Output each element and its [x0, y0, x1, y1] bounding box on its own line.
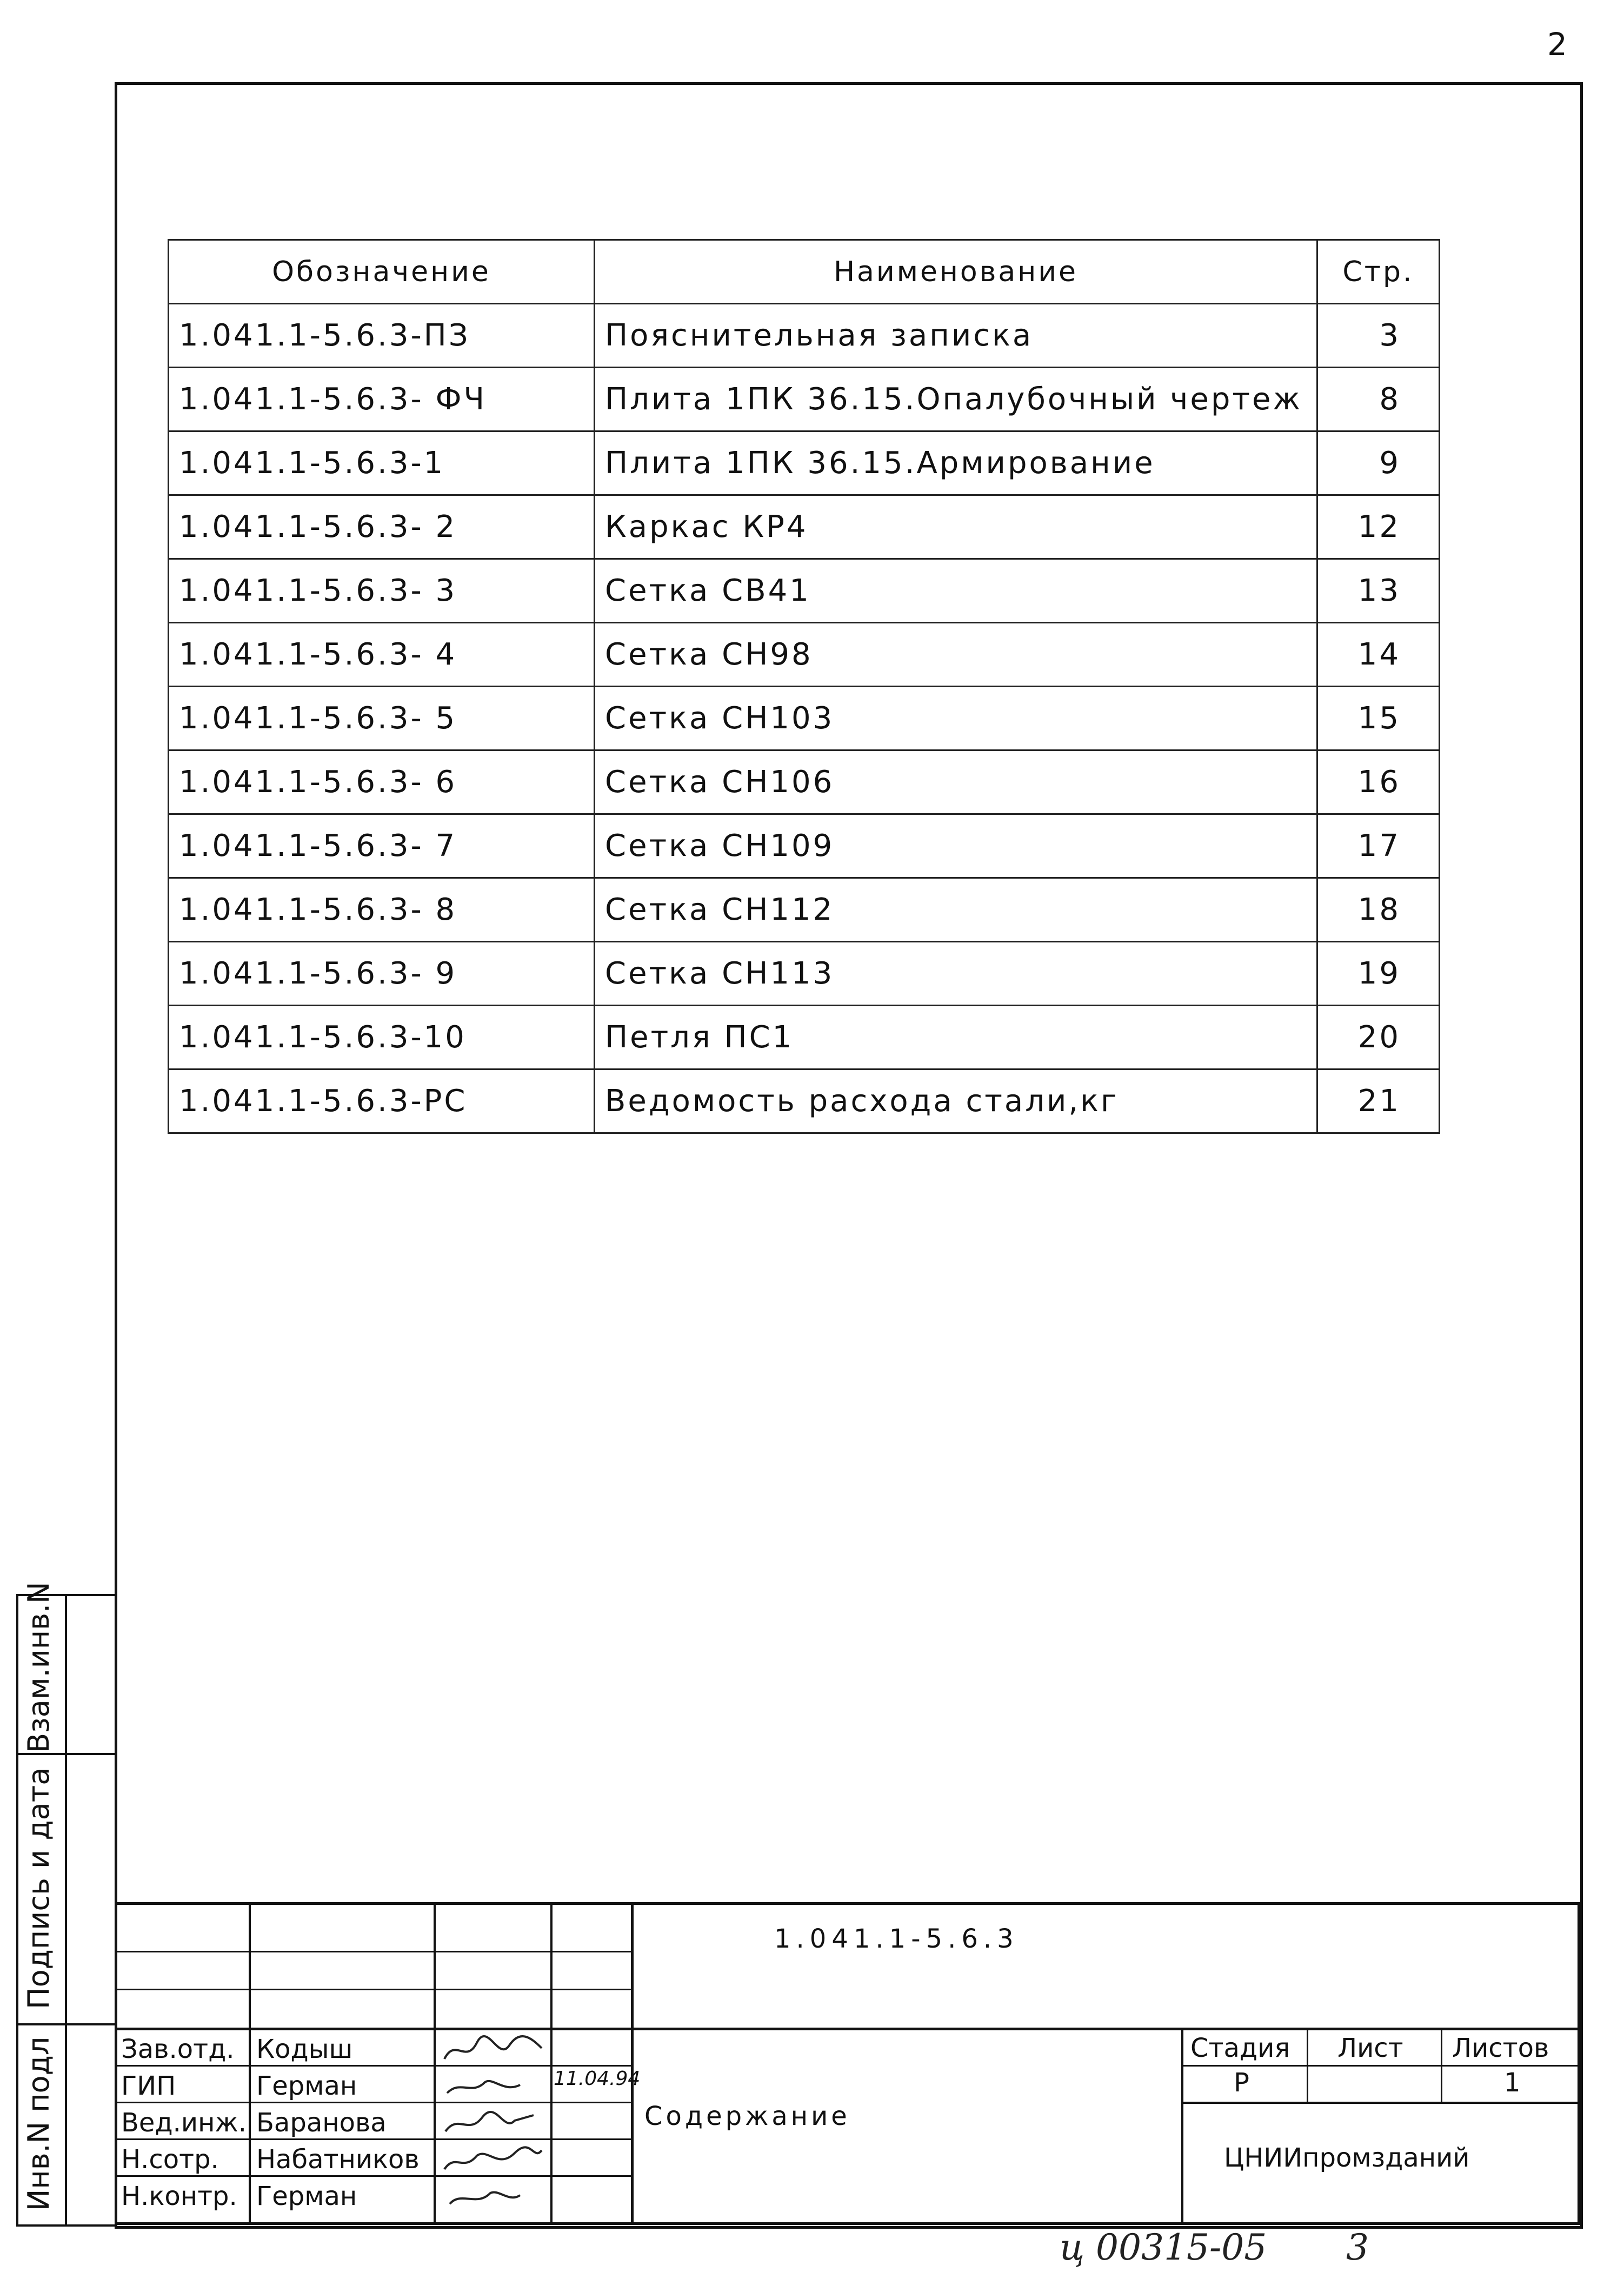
side-strip: [16, 1582, 116, 2227]
table-row: [169, 368, 1440, 431]
row-code: 1.041.1-5.6.3- 2: [169, 495, 595, 559]
row-name: Сетка СН98: [595, 623, 1317, 687]
row-name: Сетка СН109: [595, 814, 1317, 878]
row-name: Каркас КР4: [595, 495, 1317, 559]
archive-number: ц 00315-05: [1060, 2227, 1267, 2268]
row-code: 1.041.1-5.6.3- 8: [169, 878, 595, 942]
contents-table: [168, 239, 1440, 1134]
row-code: 1.041.1-5.6.3-ПЗ: [169, 304, 595, 368]
organization-name: ЦНИИпромзданий: [1224, 2143, 1470, 2173]
signature: [439, 2142, 547, 2177]
table-row: [169, 431, 1440, 495]
row-code: 1.041.1-5.6.3- ФЧ: [169, 368, 595, 431]
table-row: [169, 878, 1440, 942]
row-code: 1.041.1-5.6.3- 6: [169, 750, 595, 814]
signer-role: Н.сотр.: [121, 2144, 219, 2175]
archive-sheet-number: 3: [1346, 2227, 1369, 2268]
sheet-label: Лист: [1337, 2033, 1403, 2063]
table-row: [169, 304, 1440, 368]
row-code: 1.041.1-5.6.3-РС: [169, 1069, 595, 1133]
signer-name: Герман: [256, 2181, 357, 2211]
table-header-row: [169, 240, 1440, 304]
row-page: 15: [1317, 687, 1440, 750]
signer-role: Н.контр.: [121, 2181, 237, 2211]
signature: [439, 2105, 547, 2140]
title-block: [115, 1902, 1580, 2225]
page-number: 2: [1547, 26, 1567, 63]
row-code: 1.041.1-5.6.3-10: [169, 1006, 595, 1069]
sheet-title: Содержание: [644, 2101, 850, 2131]
row-name: Сетка СН106: [595, 750, 1317, 814]
row-name: Сетка СН113: [595, 942, 1317, 1006]
row-page: 18: [1317, 878, 1440, 942]
row-name: Ведомость расхода стали,кг: [595, 1069, 1317, 1133]
row-code: 1.041.1-5.6.3- 7: [169, 814, 595, 878]
row-name: Плита 1ПК 36.15.Армирование: [595, 431, 1317, 495]
row-page: 8: [1317, 368, 1440, 431]
document-designation: 1.041.1-5.6.3: [774, 1924, 1019, 1954]
approval-date: 11.04.94: [554, 2068, 641, 2090]
row-code: 1.041.1-5.6.3-1: [169, 431, 595, 495]
row-page: 16: [1317, 750, 1440, 814]
sign-date-label: Подпись и дата: [22, 1767, 56, 2009]
table-row: [169, 559, 1440, 623]
header-name: Наименование: [595, 240, 1317, 304]
row-page: 21: [1317, 1069, 1440, 1133]
table-row: [169, 495, 1440, 559]
row-name: Петля ПС1: [595, 1006, 1317, 1069]
signer-role: Зав.отд.: [121, 2034, 235, 2064]
signer-name: Кодыш: [256, 2034, 353, 2064]
table-row: [169, 1006, 1440, 1069]
sheets-value: 1: [1504, 2068, 1521, 2098]
sheets-label: Листов: [1452, 2033, 1549, 2063]
row-name: Сетка СН103: [595, 687, 1317, 750]
table-row: [169, 814, 1440, 878]
table-row: [169, 687, 1440, 750]
row-page: 20: [1317, 1006, 1440, 1069]
inv-original-label: Инв.N подл: [22, 2036, 56, 2211]
signer-name: Герман: [256, 2071, 357, 2101]
signer-role: ГИП: [121, 2071, 176, 2101]
row-name: Сетка СВ41: [595, 559, 1317, 623]
header-page: Стр.: [1317, 240, 1440, 304]
table-row: [169, 623, 1440, 687]
row-name: Пояснительная записка: [595, 304, 1317, 368]
row-code: 1.041.1-5.6.3- 5: [169, 687, 595, 750]
row-page: 17: [1317, 814, 1440, 878]
row-page: 14: [1317, 623, 1440, 687]
stage-label: Стадия: [1190, 2033, 1290, 2063]
row-name: Плита 1ПК 36.15.Опалубочный чертеж: [595, 368, 1317, 431]
inv-replace-label: Взам.инв.N: [22, 1582, 56, 1753]
row-name: Сетка СН112: [595, 878, 1317, 942]
signature: [439, 2032, 547, 2067]
signer-name: Набатников: [256, 2144, 420, 2175]
row-code: 1.041.1-5.6.3- 9: [169, 942, 595, 1006]
stage-value: Р: [1234, 2068, 1249, 2098]
signer-name: Баранова: [256, 2108, 387, 2138]
row-code: 1.041.1-5.6.3- 4: [169, 623, 595, 687]
row-page: 3: [1317, 304, 1440, 368]
row-page: 13: [1317, 559, 1440, 623]
header-code: Обозначение: [169, 240, 595, 304]
signature: [439, 2069, 547, 2103]
table-row: [169, 750, 1440, 814]
signer-role: Вед.инж.: [121, 2108, 247, 2138]
row-code: 1.041.1-5.6.3- 3: [169, 559, 595, 623]
row-page: 19: [1317, 942, 1440, 1006]
table-row: [169, 942, 1440, 1006]
table-row: [169, 1069, 1440, 1133]
signature: [439, 2179, 547, 2214]
row-page: 12: [1317, 495, 1440, 559]
row-page: 9: [1317, 431, 1440, 495]
